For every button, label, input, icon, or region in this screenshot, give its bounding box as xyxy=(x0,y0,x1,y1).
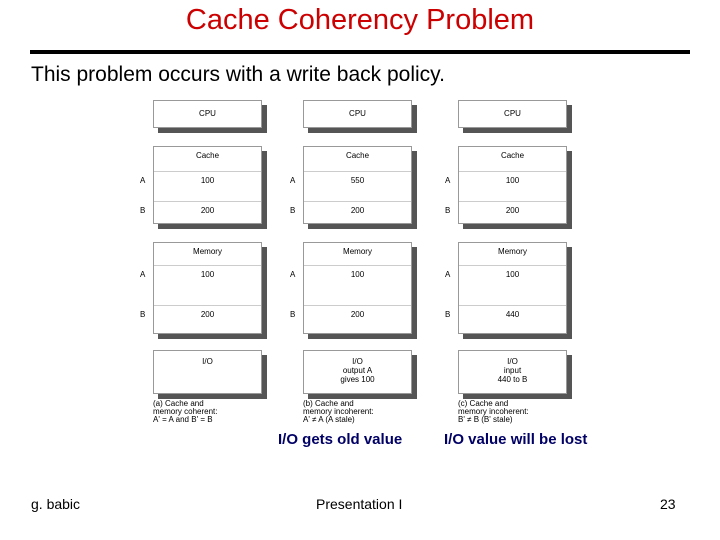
io-line: input xyxy=(503,366,522,375)
page-number: 23 xyxy=(660,496,676,512)
panel-caption xyxy=(458,400,588,424)
memory-row-b xyxy=(290,305,411,324)
caption-line: (a) Cache and xyxy=(153,399,204,408)
slide-subtitle: This problem occurs with a write back policy. xyxy=(31,63,445,86)
io-line: output A xyxy=(342,366,373,375)
cache-box xyxy=(290,146,412,224)
footer-author: g. babic xyxy=(31,496,81,512)
footer-center: Presentation I xyxy=(316,496,403,512)
row-label-b: B xyxy=(445,206,451,215)
cache-row-a xyxy=(445,171,566,190)
row-label-a: A xyxy=(140,176,146,185)
note-value-lost: I/O value will be lost xyxy=(444,431,588,448)
row-label-a: A xyxy=(445,270,451,279)
title-divider xyxy=(30,50,690,54)
caption-line: (b) Cache and xyxy=(303,399,354,408)
io-line: I/O xyxy=(202,357,213,366)
cache-value-a: 550 xyxy=(350,176,365,185)
cache-row-b xyxy=(140,201,261,220)
row-label-a: A xyxy=(290,270,296,279)
caption-line: memory incoherent: xyxy=(303,407,374,416)
cache-box xyxy=(140,146,262,224)
memory-box xyxy=(445,242,567,334)
memory-box xyxy=(290,242,412,334)
cache-value-b: 200 xyxy=(505,206,520,215)
panel-caption xyxy=(153,400,283,424)
cache-value-a: 100 xyxy=(200,176,215,185)
memory-label: Memory xyxy=(498,247,527,256)
memory-label: Memory xyxy=(343,247,372,256)
caption-line: (c) Cache and xyxy=(458,399,509,408)
cpu-box: CPU xyxy=(458,100,567,128)
row-label-a: A xyxy=(140,270,146,279)
cache-row-a xyxy=(290,171,411,190)
memory-value-b: 200 xyxy=(350,310,365,319)
cache-row-b xyxy=(445,201,566,220)
memory-label: Memory xyxy=(193,247,222,256)
row-label-b: B xyxy=(290,310,296,319)
note-old-value: I/O gets old value xyxy=(278,431,403,448)
cache-label: Cache xyxy=(345,151,370,160)
memory-row-a xyxy=(290,265,411,284)
caption-line: memory incoherent: xyxy=(458,407,529,416)
memory-row-b xyxy=(445,305,566,324)
io-line: gives 100 xyxy=(340,375,375,384)
row-label-b: B xyxy=(140,206,146,215)
row-label-a: A xyxy=(445,176,451,185)
cache-value-b: 200 xyxy=(200,206,215,215)
slide-title: Cache Coherency Problem xyxy=(185,4,535,36)
io-line: 440 to B xyxy=(497,375,528,384)
row-label-b: B xyxy=(290,206,296,215)
io-box xyxy=(458,350,567,394)
row-label-b: B xyxy=(445,310,451,319)
io-box xyxy=(153,350,262,394)
row-label-b: B xyxy=(140,310,146,319)
cache-value-a: 100 xyxy=(505,176,520,185)
cache-value-b: 200 xyxy=(350,206,365,215)
memory-row-a xyxy=(140,265,261,284)
cache-box xyxy=(445,146,567,224)
memory-value-a: 100 xyxy=(350,270,365,279)
memory-value-a: 100 xyxy=(200,270,215,279)
cache-row-b xyxy=(290,201,411,220)
cpu-box: CPU xyxy=(303,100,412,128)
io-line: I/O xyxy=(507,357,518,366)
caption-line: memory coherent: xyxy=(153,407,218,416)
memory-value-a: 100 xyxy=(505,270,520,279)
memory-box xyxy=(140,242,262,334)
cache-label: Cache xyxy=(500,151,525,160)
io-line: I/O xyxy=(352,357,363,366)
caption-line: B' ≠ B (B' stale) xyxy=(458,415,513,424)
caption-line: A' ≠ A (A stale) xyxy=(303,415,355,424)
memory-row-b xyxy=(140,305,261,324)
memory-row-a xyxy=(445,265,566,284)
memory-value-b: 200 xyxy=(200,310,215,319)
cpu-box: CPU xyxy=(153,100,262,128)
row-label-a: A xyxy=(290,176,296,185)
cache-label: Cache xyxy=(195,151,220,160)
panel-caption xyxy=(303,400,433,424)
io-box xyxy=(303,350,412,394)
memory-value-b: 440 xyxy=(505,310,520,319)
cache-row-a xyxy=(140,171,261,190)
caption-line: A' = A and B' = B xyxy=(153,415,213,424)
